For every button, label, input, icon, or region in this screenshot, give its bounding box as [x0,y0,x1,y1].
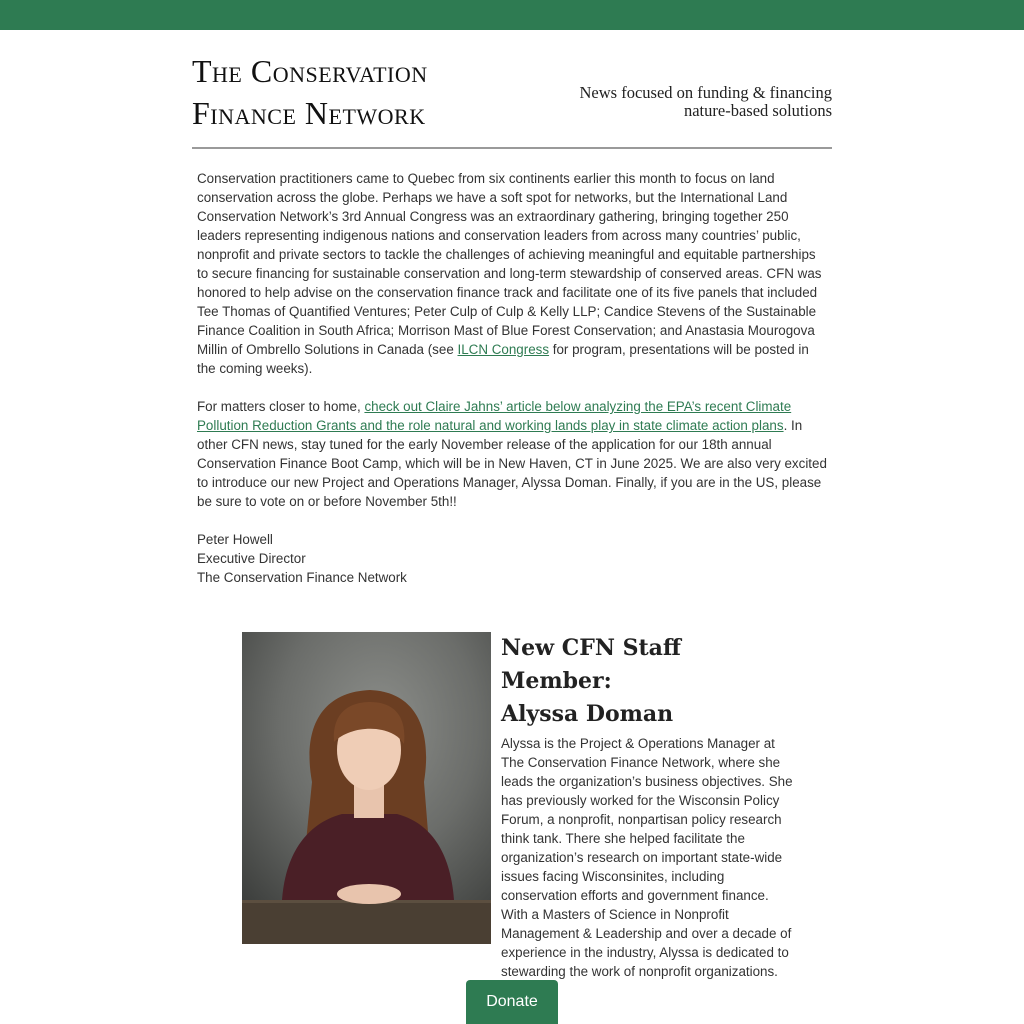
letter-p2-start: For matters closer to home, [197,399,365,414]
director-letter [197,169,829,587]
tagline-line-1: News focused on funding & financing [579,83,832,102]
staff-title [501,632,796,731]
logo-line-2: Finance Network [192,95,426,131]
signature-name: Peter Howell [197,532,273,547]
top-accent-bar [0,0,1024,30]
claire-jahns-article-link[interactable]: check out Claire Jahns’ article below analyzing the EPA’s recent Climate Pollution Reduction Grants and the role natural and working lands play in state climate action plans [197,399,792,433]
tagline [580,84,833,120]
tagline-line-2: nature-based solutions [683,101,832,120]
letter-p1-text: Conservation practitioners came to Quebec from six continents earlier this month to focus on land conservation across the globe. Perhaps we have a soft spot for networks, but the International Land Conservation Network’s 3rd Annual Congress was an extraordinary gathering, bringing together 250 leaders representing indigenous nations and conservation leaders from across many countries’ public, nonprofit and private sectors to tackle the challenges of achieving meaningful and equitable partnerships to secure financing for sustainable conservation and long-term stewardship of conserved areas. CFN was honored to help advise on the conservation finance track and facilitate one of its five panels that included Tee Thomas of Quantified Ventures; Peter Culp of Culp & Kelly LLP; Candice Stevens of the Sustainable Finance Coalition in South Africa; Morrison Mast of Blue Forest Conservation; and Anastasia Mourogova Millin of Ombrello Solutions in Canada (see [197,171,822,357]
letter-paragraph-1 [197,169,829,378]
ilcn-congress-link[interactable]: ILCN Congress [457,342,550,357]
signature-org: The Conservation Finance Network [197,570,407,585]
portrait-illustration [242,632,491,944]
letter-p2-end: . In other CFN news, stay tuned for the early November release of the application for our 18th annual Conservation Finance Boot Camp, which will be in New Haven, CT in June 2025. We are also very excited to introduce our new Project and Operations Manager, Alyssa Doman. Finally, if you are in the US, please be sure to vote on or before November 5th!! [197,418,827,509]
masthead [192,50,832,148]
signature-title: Executive Director [197,551,306,566]
letter-paragraph-2 [197,397,829,511]
signature [197,530,829,587]
staff-bio: Alyssa is the Project & Operations Manager at The Conservation Finance Network, where she leads the organization’s business objectives. She has previously worked for the Wisconsin Policy Forum, a nonprofit, nonpartisan policy research think tank. There she helped facilitate the organization’s research on important state-wide issues facing Wisconsinites, including conservation efforts and government finance. With a Masters of Science in Nonprofit Management & Leadership and over a decade of experience in the industry, Alyssa is dedicated to stewarding the work of nonprofit organizations. [501,736,793,979]
site-logo[interactable] [192,50,428,134]
staff-title-line-1: New CFN Staff Member: [501,635,681,694]
letter-p1-end: for program, presentations will be posted in the coming weeks). [197,342,809,376]
staff-announcement [501,632,796,981]
logo-line-1: The Conservation [192,53,428,89]
staff-title-line-2: Alyssa Doman [501,701,674,727]
donate-button[interactable]: Donate [466,980,558,1024]
staff-photo [242,632,491,944]
header-divider [192,147,832,149]
